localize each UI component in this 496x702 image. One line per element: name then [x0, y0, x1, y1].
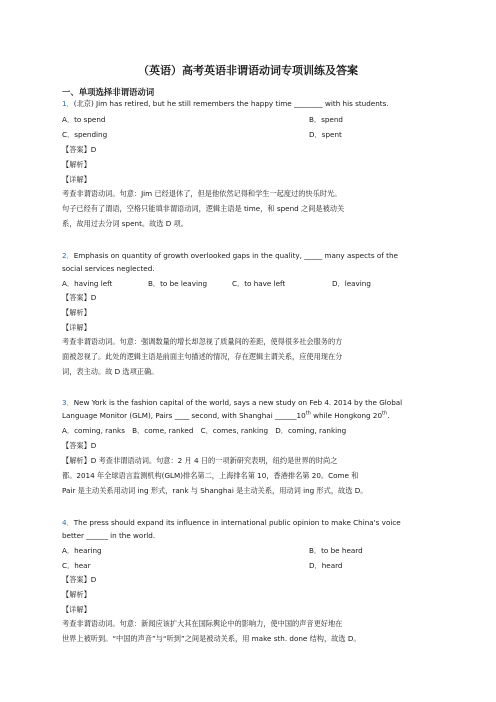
explanation-line: 句子已经有了谓语，空格只能填非谓语动词，逻辑主语是 time，和 spend 之间是被动关: [62, 204, 345, 213]
answer-line: 【答案】D: [62, 293, 97, 302]
question-4-stem: 4．The press should expand its influence in international public opinion to make China's voice: [62, 518, 401, 527]
option-b: B．to be heard: [309, 546, 363, 555]
option-c: C．spending: [62, 130, 108, 139]
section-heading: 一、单项选择非谓语动词: [62, 87, 155, 97]
explanation-line: 词，表主动。故 D 选项正确。: [62, 367, 159, 376]
question-2-stem: 2．Emphasis on quantity of growth overlooked gaps in the quality, _____ many aspects of the: [62, 251, 398, 260]
explanation-line: 都。2014 年全球语言监测机构(GLM)排名第二，上海排名第 10，香港排名第 20。Come 和: [62, 471, 359, 480]
analysis-label: 【解析】: [62, 590, 91, 599]
analysis-label: 【解析】: [62, 160, 91, 169]
option-d: D．spent: [309, 130, 342, 139]
explanation-line: 【解析】D 考查非谓语动词。句意：2 月 4 日的一项新研究表明，纽约是世界的时尚之: [62, 456, 338, 465]
option-c: C．hear: [62, 561, 91, 570]
question-3-stem-cont: Language Monitor (GLM), Pairs ____ second, with Shanghai ______10th while Hongkong 20th.: [62, 410, 390, 420]
answer-line: 【答案】D: [62, 441, 97, 450]
answer-line: 【答案】D: [62, 145, 97, 154]
question-3-stem: 3．New York is the fashion capital of the world, says a new study on Feb 4. 2014 by the Global: [62, 398, 403, 407]
question-number: 1．: [62, 99, 74, 108]
detail-label: 【详解】: [62, 605, 91, 614]
question-number: 4．: [62, 518, 74, 527]
question-4-options-row2: [62, 561, 343, 571]
explanation-line: 考查非谓语动词。句意：强调数量的增长却忽视了质量间的差距，使得很多社会服务的方: [62, 337, 343, 346]
question-1-options-row2: [62, 130, 342, 140]
option-a: A．hearing: [62, 546, 102, 555]
option-c: C．to have left: [232, 279, 286, 288]
option-b: B．spend: [309, 115, 343, 124]
question-3-options: A．coming, ranks B．come, ranked C．comes, ranking D．coming, ranking: [62, 426, 347, 435]
question-2-stem-cont: social services neglected.: [62, 264, 155, 273]
page-title: （英语）高考英语非谓语动词专项训练及答案: [138, 64, 358, 77]
option-a: A．to spend: [62, 115, 106, 124]
question-4-options-row1: [62, 546, 363, 556]
answer-line: 【答案】D: [62, 575, 97, 584]
explanation-line: 考查非谓语动词。句意：新闻应该扩大其在国际舆论中的影响力，使中国的声音更好地在: [62, 619, 343, 628]
question-1-options-row1: [62, 115, 343, 125]
option-d: D．heard: [309, 561, 343, 570]
question-4-stem-cont: better ______ in the world.: [62, 531, 156, 540]
detail-label: 【详解】: [62, 323, 91, 332]
option-a: A．having left: [62, 279, 113, 288]
question-number: 2．: [62, 251, 74, 260]
option-b: B．to be leaving: [148, 279, 208, 288]
explanation-line: 系，故用过去分词 spent。故选 D 项。: [62, 219, 188, 228]
explanation-line: 世界上被听到。“中国的声音”与“听到”之间是被动关系，用 make sth. done 结构，故选 D。: [62, 634, 361, 643]
question-1-stem: 1．(北京) Jim has retired, but he still remembers the happy time ________ with his students.: [62, 99, 389, 108]
explanation-line: 考查非谓语动词。句意：Jim 已经退休了，但是他依然记得和学生一起度过的快乐时光。: [62, 189, 342, 198]
option-d: D．leaving: [332, 279, 371, 288]
question-2-options: [62, 279, 371, 289]
analysis-label: 【解析】: [62, 308, 91, 317]
detail-label: 【详解】: [62, 175, 91, 184]
explanation-line: 面被忽视了。此处的逻辑主语是前面主句描述的情况，存在逻辑主谓关系，应使用现在分: [62, 352, 343, 361]
question-number: 3．: [62, 398, 74, 407]
explanation-line: Pair 是主动关系用动词 ing 形式，rank 与 Shanghai 是主动关系，用动词 ing 形式，故选 D。: [62, 486, 368, 495]
